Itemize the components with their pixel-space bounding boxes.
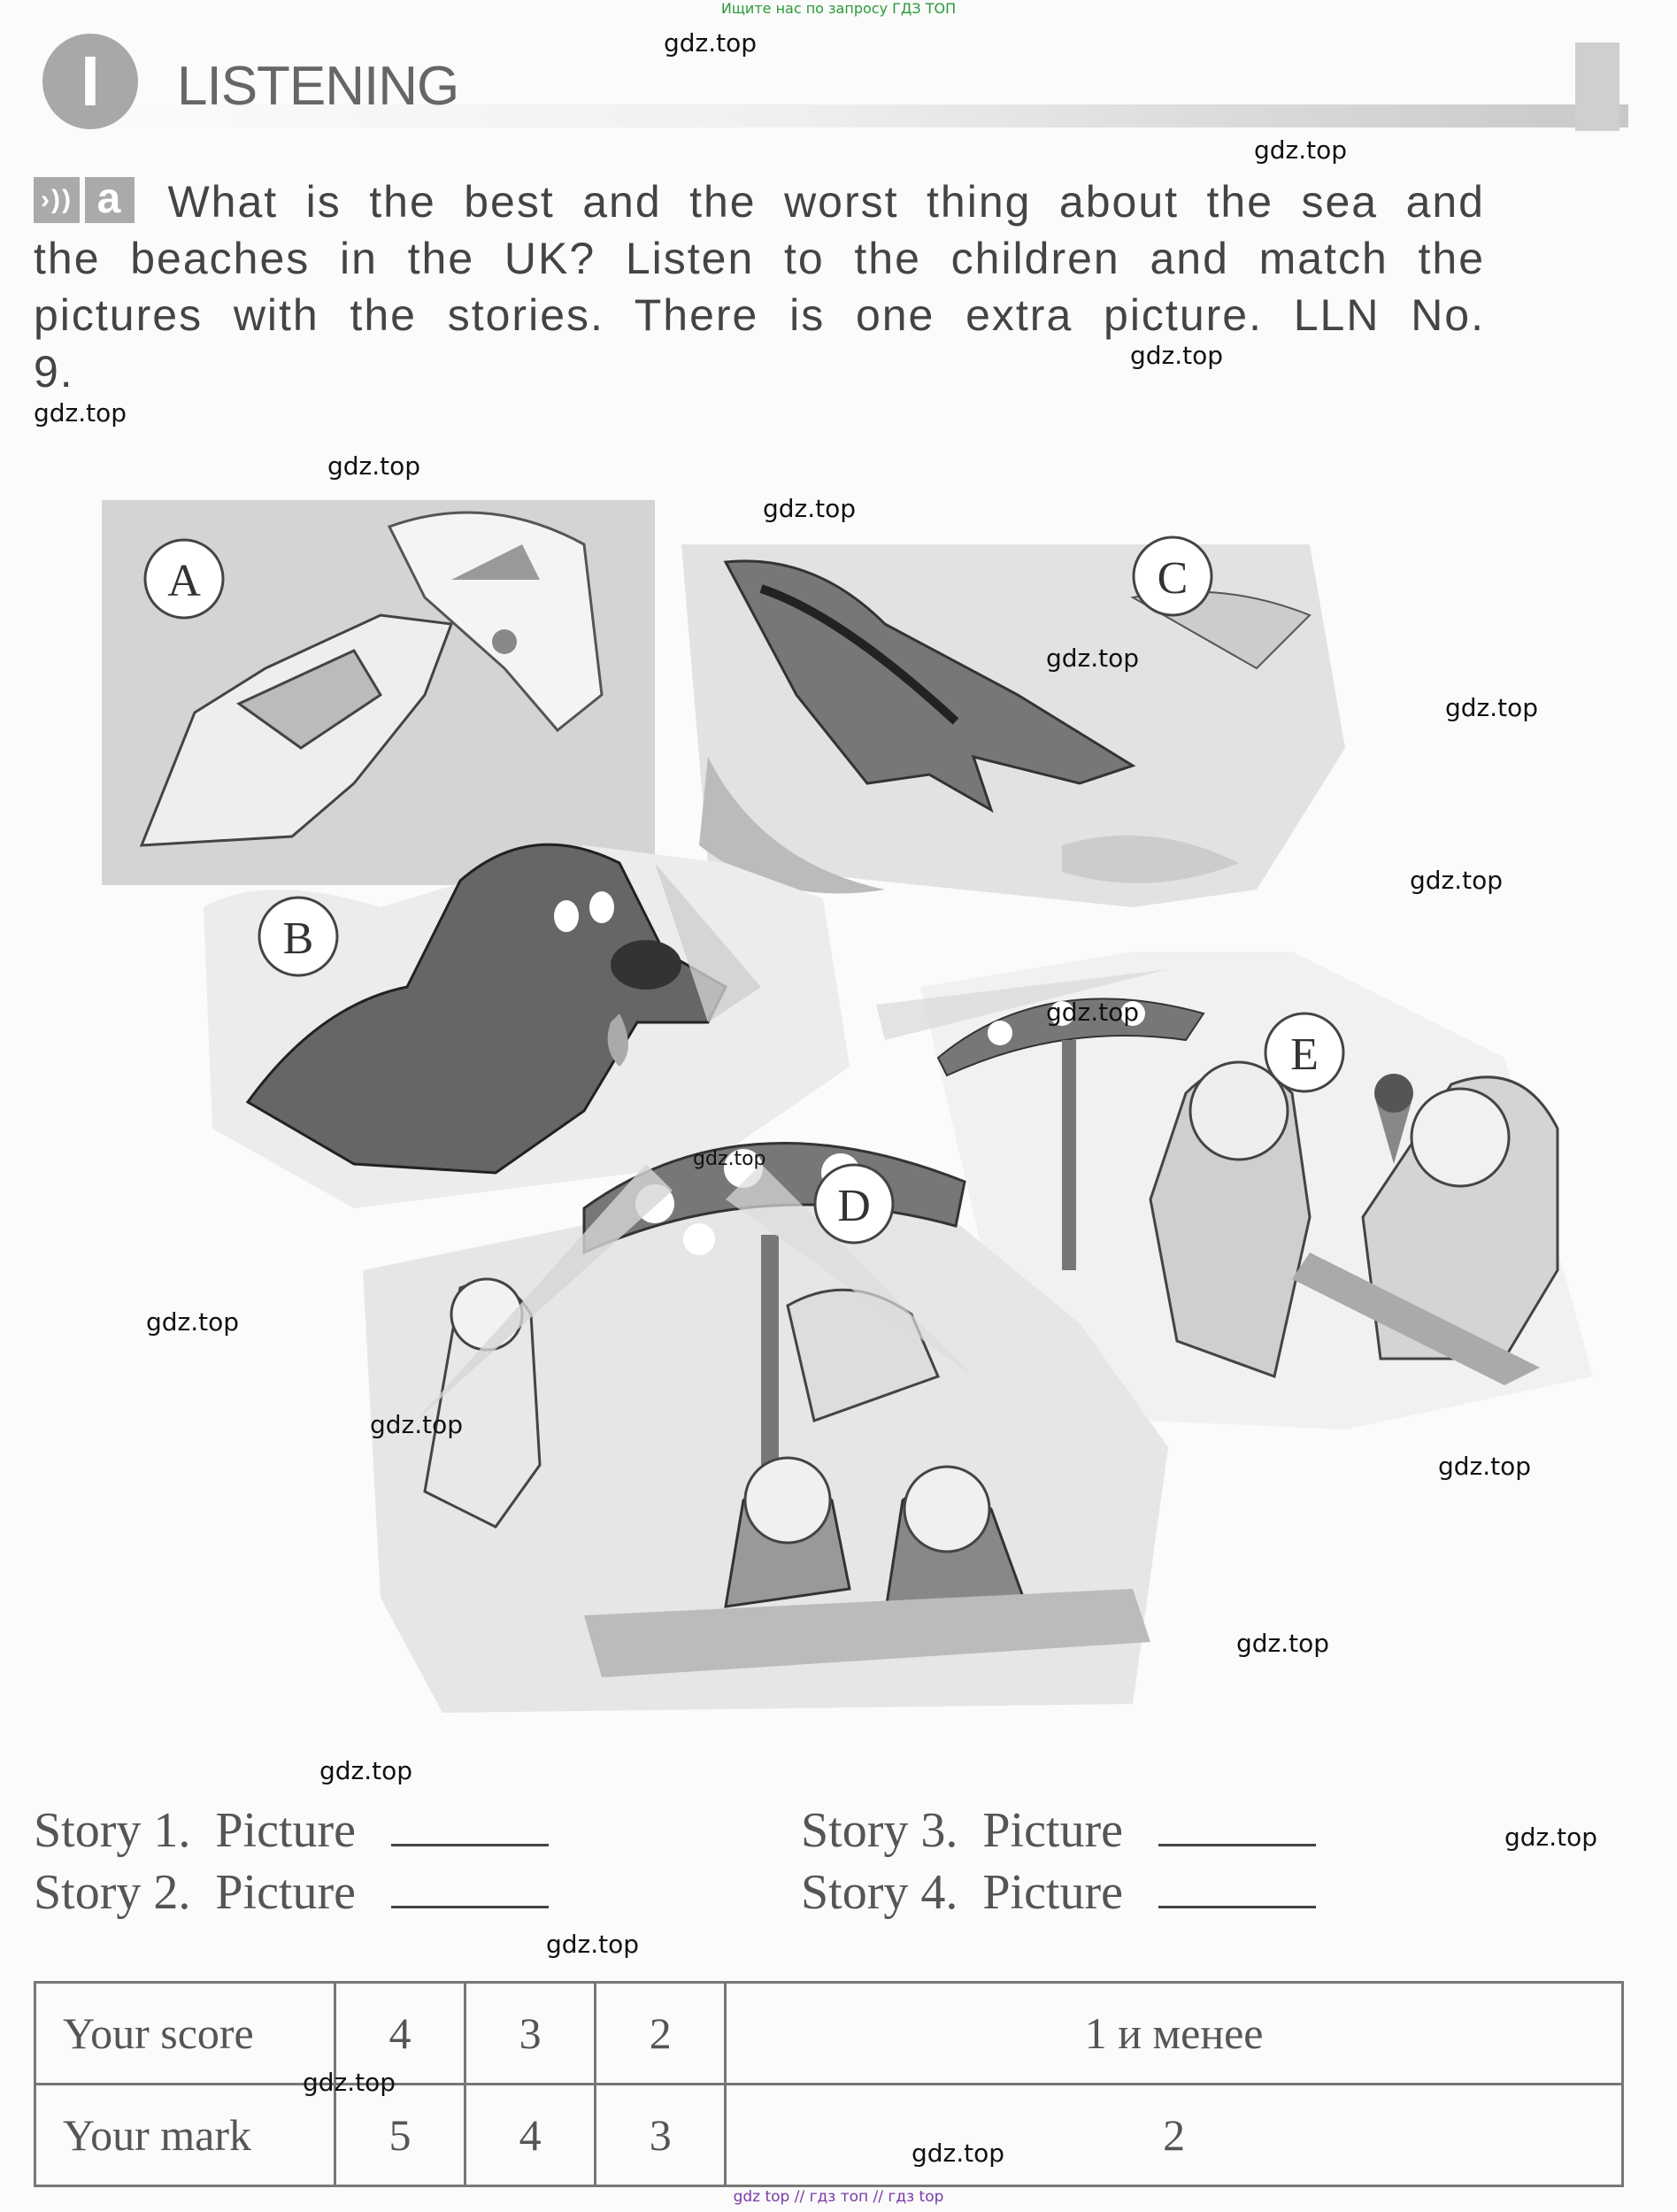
- watermark: gdz.top: [763, 494, 857, 523]
- story-label: Story 3.: [801, 1803, 958, 1858]
- story-label: Story 1.: [34, 1803, 191, 1858]
- score-cell: 3: [465, 1983, 596, 2085]
- mark-cell: 4: [465, 2085, 596, 2186]
- score-cell: 4: [335, 1983, 465, 2085]
- mark-cell: 3: [596, 2085, 726, 2186]
- story-line-2: [34, 1864, 549, 1921]
- picture-b-letter: B: [282, 913, 314, 964]
- watermark: gdz.top: [1236, 1629, 1330, 1658]
- answer-blank[interactable]: [1158, 1879, 1316, 1908]
- answer-blank[interactable]: [391, 1817, 549, 1846]
- watermark: gdz.top: [370, 1410, 464, 1439]
- picture-c-letter: C: [1157, 553, 1189, 604]
- mark-cell: 5: [335, 2085, 465, 2186]
- score-cell: 2: [596, 1983, 726, 2085]
- watermark: gdz.top: [546, 1930, 640, 1959]
- table-row: [35, 1983, 1623, 2085]
- task-label: a: [85, 177, 135, 223]
- story-picture-word: Picture: [215, 1865, 356, 1920]
- section-title: LISTENING: [177, 56, 459, 117]
- story-line-4: [801, 1864, 1316, 1921]
- watermark: gdz.top: [1504, 1823, 1598, 1852]
- table-row: [35, 2085, 1623, 2186]
- score-label: Your score: [35, 1983, 335, 2085]
- watermark: gdz.top: [1438, 1452, 1532, 1481]
- task-text: What is the best and the worst thing about the sea and the beaches in the UK? Listen to the children and match the pictures with the stories. There is one extra picture. LLN No. 9.: [34, 177, 1485, 397]
- section-number: I: [80, 42, 101, 120]
- story-picture-word: Picture: [982, 1865, 1123, 1920]
- watermark: gdz.top: [1410, 866, 1504, 895]
- watermark: gdz.top: [327, 451, 421, 481]
- watermark: gdz.top: [303, 2068, 396, 2097]
- answer-blank[interactable]: [391, 1879, 549, 1908]
- bottom-note: gdz top // гдз топ // гдз top: [733, 2188, 944, 2206]
- watermark: gdz.top: [693, 1148, 766, 1170]
- watermark: gdz.top: [1046, 998, 1140, 1027]
- watermark: gdz.top: [146, 1307, 240, 1337]
- watermark: gdz.top: [912, 2139, 1005, 2168]
- story-picture-word: Picture: [982, 1803, 1123, 1858]
- picture-a-letter: A: [167, 556, 201, 606]
- mark-label: Your mark: [35, 2085, 335, 2186]
- watermark: gdz.top: [664, 28, 758, 58]
- watermark: gdz.top: [1445, 693, 1539, 722]
- answer-blank[interactable]: [1158, 1817, 1316, 1846]
- picture-e-letter: E: [1290, 1029, 1319, 1080]
- mark-cell: 2: [726, 2085, 1623, 2186]
- speaker-sound-icon[interactable]: ›)): [34, 177, 80, 223]
- story-label: Story 4.: [801, 1865, 958, 1920]
- story-picture-word: Picture: [215, 1803, 356, 1858]
- watermark: gdz.top: [1046, 644, 1140, 673]
- story-line-3: [801, 1802, 1316, 1859]
- story-label: Story 2.: [34, 1865, 191, 1920]
- top-note: Ищите нас по запросу ГДЗ ТОП: [720, 0, 957, 17]
- score-table: [34, 1981, 1624, 2187]
- story-line-1: [34, 1802, 549, 1859]
- watermark: gdz.top: [34, 398, 127, 428]
- watermark: gdz.top: [1130, 341, 1224, 370]
- watermark: gdz.top: [319, 1756, 413, 1785]
- watermark: gdz.top: [1254, 135, 1348, 165]
- picture-d-letter: D: [837, 1181, 871, 1231]
- score-cell: 1 и менее: [726, 1983, 1623, 2085]
